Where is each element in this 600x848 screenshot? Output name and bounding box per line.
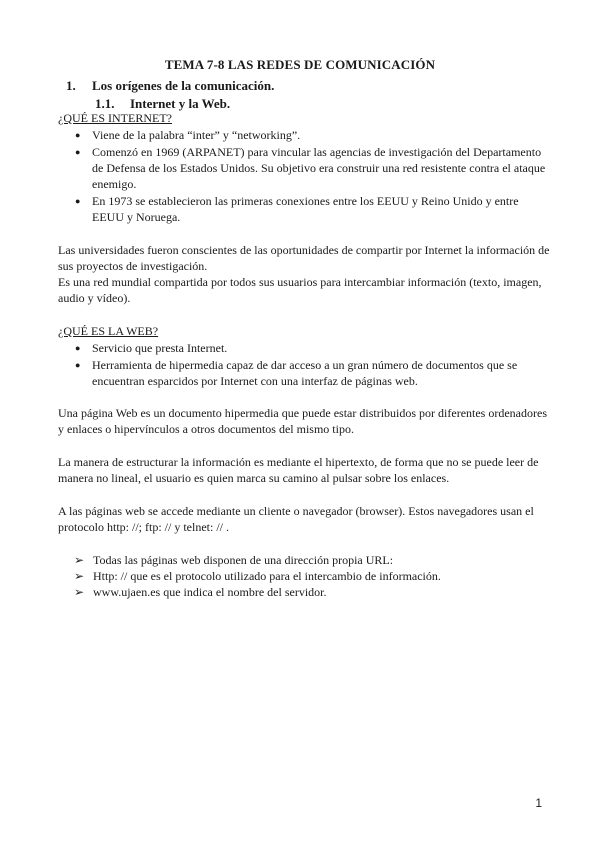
subsection-title: Internet y la Web. (130, 96, 231, 111)
paragraph-universities (58, 242, 550, 306)
section-number: 1. (66, 78, 76, 93)
page-number: 1 (535, 796, 542, 810)
arrow-list (58, 552, 548, 600)
arrow-bullet-icon: ➢ (74, 553, 85, 567)
section-title: Los orígenes de la comunicación. (92, 78, 275, 93)
list-item: ➢ Todas las páginas web disponen de una dirección propia URL: (74, 553, 394, 567)
list-item: ● Servicio que presta Internet. (75, 341, 228, 355)
paragraph-hipertexto: La manera de estructurar la información es mediante el hipertexto, de forma que no se puede leer de manera no lineal, el usuario es quien marca su camino al pulsar sobre los enlaces. (58, 455, 539, 485)
bullet-icon: ● (75, 343, 81, 353)
list-item: ● En 1973 se establecieron las primeras conexiones entre los EEUU y Reino Unido y entre EEUU y Noruega. (75, 194, 519, 224)
list-item: ● Comenzó en 1969 (ARPANET) para vincular las agencias de investigación del Departamento de Defensa de los Estados Unidos. Su objetivo era construir una red resistente contra el ataque enemigo. (75, 145, 546, 191)
question-internet-heading: ¿QUÉ ES INTERNET? (58, 111, 172, 125)
document-title: TEMA 7-8 LAS REDES DE COMUNICACIÓN (164, 57, 436, 72)
bullet-icon: ● (75, 147, 81, 157)
subsection-heading-1-1 (95, 96, 230, 112)
paragraph-pagina-web: Una página Web es un documento hipermedia que puede estar distribuidos por diferentes ordenadores y enlaces o hipervínculos a otros documentos del mismo tipo. (58, 406, 547, 436)
paragraph-line: Es una red mundial compartida por todos sus usuarios para intercambiar información (texto, imagen, audio y vídeo). (58, 275, 542, 305)
subsection-number: 1.1. (95, 96, 115, 111)
paragraph-line: Las universidades fueron conscientes de las oportunidades de compartir por Internet la información de sus proyectos de investigación. (58, 243, 550, 273)
arrow-bullet-icon: ➢ (74, 569, 85, 583)
list-item: ● Herramienta de hipermedia capaz de dar acceso a un gran número de documentos que se encuentran esparcidos por Internet con una interfaz de páginas web. (75, 358, 518, 388)
bullet-icon: ● (75, 196, 81, 206)
list-item: ➢ www.ujaen.es que indica el nombre del servidor. (74, 585, 327, 599)
question-web-heading: ¿QUÉ ES LA WEB? (58, 324, 159, 338)
web-bullet-list (58, 340, 548, 390)
bullet-icon: ● (75, 130, 81, 140)
list-item: ➢ Http: // que es el protocolo utilizado para el intercambio de información. (74, 569, 441, 583)
arrow-bullet-icon: ➢ (74, 585, 85, 599)
list-item: ● Viene de la palabra “inter” y “networking”. (75, 128, 301, 142)
bullet-icon: ● (75, 360, 81, 370)
internet-bullet-list (58, 127, 548, 226)
paragraph-navegador: A las páginas web se accede mediante un cliente o navegador (browser). Estos navegadores usan el protocolo http: //; ftp: // y telnet: // . (58, 504, 534, 534)
section-heading-1 (66, 78, 274, 94)
